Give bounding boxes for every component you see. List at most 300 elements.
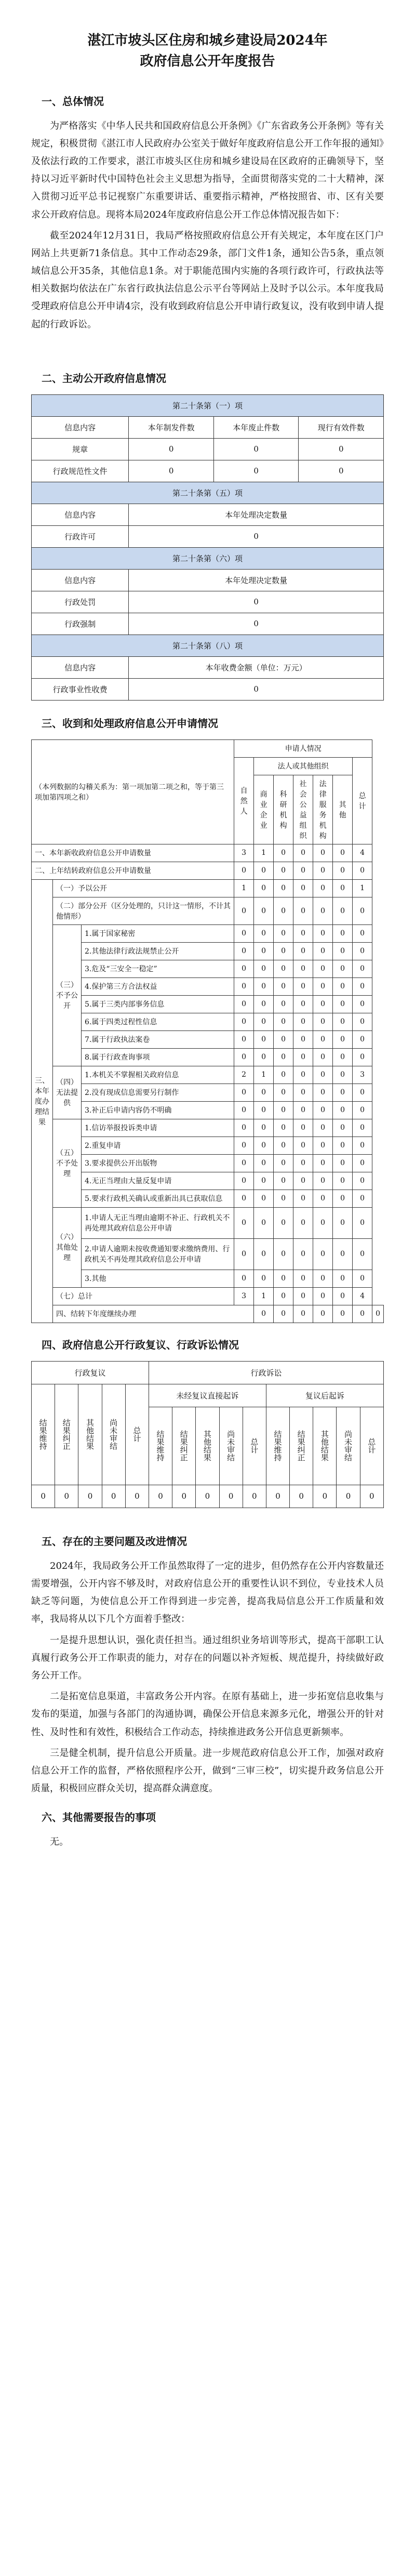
table-row — [32, 1287, 384, 1305]
col-header: 结果纠正 — [55, 1384, 78, 1485]
row-label: （一）予以公开 — [53, 879, 234, 897]
cell-value: 0 — [274, 1270, 293, 1287]
cell-value: 1 — [234, 879, 254, 897]
cell-value: 0 — [293, 1270, 313, 1287]
cell-value: 0 — [55, 1485, 78, 1508]
cell-value: 0 — [274, 1013, 293, 1031]
report-title — [31, 30, 384, 72]
cell-value: 0 — [360, 1485, 383, 1508]
article-20-1-header: 第二十条第（一）项 — [32, 394, 384, 416]
table-row — [32, 1137, 384, 1154]
section-5-paragraph: 二是拓宽信息渠道，丰富政务公开内容。在原有基础上，进一步拓宽信息收集与发布的渠道，加强与各部门的沟通协调，确保公开信息来源多元化，增强公开的针对性、及时性和有效性，积极结合工作动态，持续推进政务公开信息更新频率。 — [31, 1691, 384, 1738]
cell-value: 0 — [293, 995, 313, 1013]
cell-value: 0 — [129, 591, 384, 613]
table-row — [32, 1238, 384, 1270]
cell-value: 0 — [313, 924, 333, 942]
cell-value: 0 — [254, 1270, 274, 1287]
cell-value: 0 — [129, 525, 384, 547]
cell-value: 0 — [353, 1031, 372, 1048]
cell-value: 0 — [353, 1172, 372, 1190]
row-label: 1.信访举报投诉类申请 — [82, 1119, 234, 1137]
row-label: 5.属于三类内部事务信息 — [82, 995, 234, 1013]
col-header: 现行有效件数 — [299, 416, 384, 438]
cell-value: 0 — [293, 1137, 313, 1154]
table-row — [32, 1066, 384, 1084]
section-3-heading: 三、收到和处理政府信息公开申请情况 — [42, 717, 218, 730]
row-label: 3.要求提供公开出版物 — [82, 1154, 234, 1172]
table-row — [32, 879, 384, 897]
cell-value: 0 — [290, 1485, 313, 1508]
cell-value: 0 — [333, 897, 353, 924]
cell-value: 0 — [293, 1172, 313, 1190]
cell-value: 0 — [313, 1207, 333, 1238]
cell-value: 0 — [293, 1190, 313, 1207]
cell-value: 0 — [353, 924, 372, 942]
cell-value: 0 — [129, 613, 384, 635]
col-header: 信息内容 — [32, 504, 129, 525]
cell-value: 0 — [254, 1013, 274, 1031]
cell-value: 0 — [293, 942, 313, 960]
cell-value: 0 — [274, 1048, 293, 1066]
row-label: 4.保护第三方合法权益 — [82, 977, 234, 995]
cell-value: 0 — [333, 924, 353, 942]
cell-value: 0 — [274, 1238, 293, 1270]
table-row — [32, 960, 384, 977]
cell-value: 0 — [353, 960, 372, 977]
legal-col-header: 其他 — [333, 775, 353, 844]
cell-value: 2 — [234, 1066, 254, 1084]
col-header: 总计 — [125, 1384, 149, 1485]
cell-value: 0 — [234, 1013, 254, 1031]
section-5-paragraph: 三是健全机制，提升信息公开质量。进一步规范政府信息公开工作，加强对政府信息公开工作的监督，严格依照程序公开，做到“三审三校”，切实提升政务信息公开质量，积极回应群众关切，提高群众满意度。 — [31, 1747, 384, 1794]
table-row — [32, 1305, 384, 1323]
col-header: 尚未审结 — [102, 1384, 125, 1485]
cell-value: 0 — [313, 1305, 333, 1323]
subgroup-label: （四）无法提供 — [53, 1066, 82, 1119]
row-label: 四、结转下年度继续办理 — [53, 1305, 254, 1323]
cell-value: 0 — [313, 1238, 333, 1270]
cell-value: 0 — [254, 1238, 274, 1270]
cell-value: 3 — [234, 844, 254, 862]
legal-col-header: 社会公益组织 — [293, 775, 313, 844]
col-header: 其他结果 — [313, 1407, 337, 1485]
table-row — [32, 1190, 384, 1207]
col-header: 本年废止件数 — [213, 416, 299, 438]
col-header: 信息内容 — [32, 656, 129, 678]
cell-value: 0 — [234, 942, 254, 960]
row-label: 7.属于行政执法案卷 — [82, 1031, 234, 1048]
cell-value: 0 — [333, 879, 353, 897]
cell-value: 0 — [274, 924, 293, 942]
cell-value: 0 — [234, 1031, 254, 1048]
row-label: 行政许可 — [32, 525, 129, 547]
natural-person-header: 自然人 — [234, 757, 254, 844]
row-label: 规章 — [32, 438, 129, 460]
cell-value: 0 — [353, 1305, 372, 1323]
title-line-1: 湛江市坡头区住房和城乡建设局2024年 — [87, 33, 328, 48]
cell-value: 0 — [196, 1485, 219, 1508]
subgroup-label: （五）不予处理 — [53, 1119, 82, 1207]
cell-value: 0 — [353, 1238, 372, 1270]
cell-value: 0 — [293, 1119, 313, 1137]
cell-value: 0 — [213, 460, 299, 482]
cell-value: 0 — [293, 1101, 313, 1119]
legal-entity-header: 法人或其他组织 — [254, 757, 353, 775]
cell-value: 0 — [333, 942, 353, 960]
cell-value: 0 — [313, 1066, 333, 1084]
article-20-8-header: 第二十条第（八）项 — [32, 635, 384, 656]
col-header: 本年处理决定数量 — [129, 569, 384, 591]
row-label: 2.重复申请 — [82, 1137, 234, 1154]
col-header: 结果维持 — [149, 1407, 172, 1485]
subgroup-label: （三）不予公开 — [53, 924, 82, 1066]
cell-value: 0 — [353, 1270, 372, 1287]
cell-value: 4 — [353, 844, 372, 862]
cell-value: 0 — [313, 1485, 337, 1508]
cell-value: 0 — [254, 1031, 274, 1048]
cell-value: 0 — [353, 1013, 372, 1031]
col-header: 本年收费金额（单位：万元） — [129, 656, 384, 678]
cell-value: 0 — [313, 1013, 333, 1031]
cell-value: 0 — [353, 1084, 372, 1101]
cell-value: 0 — [172, 1485, 196, 1508]
result-group-label: 三、本年度办理结果 — [32, 879, 53, 1323]
section-1-paragraph: 截至2024年12月31日，我局严格按照政府信息公开有关规定，本年度在区门户网站上共更新71条信息。其中工作动态29条，部门文件1条，通知公告5条，重点领域信息公开35条，其他信息1条。对于职能范围内实施的各项行政许可，行政执法等相关数据均依法在广东省行政执法信息公示平台等网站上及时予以公示。本年度我局受理政府信息公开申请4宗，没有收到政府信息公开申请行政复议，没有收到申请人提起的行政诉讼。 — [31, 230, 384, 330]
cell-value: 0 — [353, 862, 372, 879]
section-1-paragraph: 为严格落实《中华人民共和国政府信息公开条例》《广东省政务公开条例》等有关规定，积极贯彻《湛江市人民政府办公室关于做好年度政府信息公开工作年报的通知》及依法行政的工作要求，湛江市坡头区住房和城乡建设局在区政府的正确领导下，坚持以习近平新时代中国特色社会主义思想为指导，全面贯彻落实党的二十大精神，深入贯彻习近平总书记视察广东重要讲话、重要指示精神，严格按照省、市、区有关要求公开政府信息。现将本局2024年度政府信息公开工作总体情况报告如下： — [31, 120, 384, 220]
col-header: 总计 — [243, 1407, 266, 1485]
cell-value: 0 — [274, 862, 293, 879]
row-label: 2.其他法律行政法规禁止公开 — [82, 942, 234, 960]
cell-value: 0 — [313, 1190, 333, 1207]
cell-value: 0 — [149, 1485, 172, 1508]
cell-value: 0 — [313, 1270, 333, 1287]
cell-value: 0 — [293, 1048, 313, 1066]
cell-value: 0 — [274, 960, 293, 977]
cell-value: 0 — [254, 1101, 274, 1119]
subgroup-label: （六）其他处理 — [53, 1207, 82, 1287]
cell-value: 0 — [234, 1172, 254, 1190]
cell-value: 0 — [299, 460, 384, 482]
cell-value: 0 — [313, 995, 333, 1013]
cell-value: 0 — [333, 862, 353, 879]
table-row — [32, 1485, 384, 1508]
row-label: 4.无正当理由大量反复申请 — [82, 1172, 234, 1190]
table-row — [32, 1048, 384, 1066]
cell-value: 0 — [293, 960, 313, 977]
cell-value: 0 — [333, 1172, 353, 1190]
cell-value: 0 — [102, 1485, 125, 1508]
cell-value: 1 — [254, 1287, 274, 1305]
cell-value: 0 — [274, 1066, 293, 1084]
row-label: 3.其他 — [82, 1270, 234, 1287]
title-line-2: 政府信息公开年度报告 — [140, 54, 275, 70]
cell-value: 0 — [293, 862, 313, 879]
cell-value: 0 — [353, 942, 372, 960]
cell-value: 0 — [234, 1270, 254, 1287]
cell-value: 0 — [274, 1154, 293, 1172]
cell-value: 0 — [313, 1137, 333, 1154]
cell-value: 0 — [274, 1305, 293, 1323]
cell-value: 0 — [274, 1137, 293, 1154]
cell-value: 0 — [213, 438, 299, 460]
row-label: 1.申请人无正当理由逾期不补正、行政机关不再处理其政府信息公开申请 — [82, 1207, 234, 1238]
cell-value: 0 — [333, 995, 353, 1013]
cell-value: 0 — [254, 879, 274, 897]
col-header: 其他结果 — [196, 1407, 219, 1485]
cell-value: 0 — [78, 1485, 102, 1508]
col-header: 结果纠正 — [290, 1407, 313, 1485]
row-label: 行政处罚 — [32, 591, 129, 613]
cell-value: 0 — [313, 897, 333, 924]
cell-value: 0 — [313, 879, 333, 897]
cell-value: 0 — [234, 995, 254, 1013]
cell-value: 3 — [353, 1066, 372, 1084]
cell-value: 0 — [353, 1119, 372, 1137]
cell-value: 0 — [274, 1119, 293, 1137]
cell-value: 0 — [254, 995, 274, 1013]
article-20-6-header: 第二十条第（六）项 — [32, 547, 384, 569]
table-row — [32, 1119, 384, 1137]
cell-value: 0 — [293, 1154, 313, 1172]
cell-value: 1 — [254, 1066, 274, 1084]
row-label: 一、本年新收政府信息公开申请数量 — [32, 844, 234, 862]
section-1-heading: 一、总体情况 — [42, 95, 104, 108]
cell-value: 0 — [274, 1190, 293, 1207]
cell-value: 0 — [234, 897, 254, 924]
table-row — [32, 995, 384, 1013]
cell-value: 0 — [333, 1305, 353, 1323]
section-4-heading: 四、政府信息公开行政复议、行政诉讼情况 — [42, 1338, 239, 1351]
col-header: 结果维持 — [266, 1407, 289, 1485]
table-row — [32, 924, 384, 942]
applicant-header: 申请人情况 — [234, 739, 372, 757]
cell-value: 0 — [293, 1207, 313, 1238]
cell-value: 0 — [274, 1084, 293, 1101]
cell-value: 0 — [129, 678, 384, 700]
cell-value: 0 — [293, 1238, 313, 1270]
cell-value: 0 — [353, 1137, 372, 1154]
application-table — [31, 739, 384, 1323]
row-label: 1.属于国家秘密 — [82, 924, 234, 942]
cell-value: 0 — [234, 977, 254, 995]
cell-value: 0 — [293, 977, 313, 995]
section-5-paragraph: 2024年，我局政务公开工作虽然取得了一定的进步，但仍然存在公开内容数量还需要增强，公开内容不够及时，对政府信息公开的重要性认识不到位，专业技术人员缺乏等问题，为使信息公开工作得到进一步完善，提高我局信息公开工作质量和效率，我局将从以下几个方面着手整改： — [31, 1560, 384, 1625]
cell-value: 0 — [254, 1119, 274, 1137]
cell-value: 0 — [313, 1101, 333, 1119]
cell-value: 0 — [254, 960, 274, 977]
cell-value: 0 — [254, 1048, 274, 1066]
section-6-paragraph: 无。 — [50, 1837, 69, 1848]
row-label: 3.危及“三安全一稳定” — [82, 960, 234, 977]
cell-value: 0 — [333, 1287, 353, 1305]
cell-value: 0 — [333, 1238, 353, 1270]
cell-value: 0 — [274, 977, 293, 995]
cell-value: 1 — [353, 879, 372, 897]
row-label: 2.申请人逾期未按收费通知要求缴纳费用、行政机关不再处理其政府信息公开申请 — [82, 1238, 234, 1270]
cell-value: 0 — [353, 1207, 372, 1238]
col-header: 总计 — [360, 1407, 383, 1485]
proactive-disclosure-table — [31, 394, 384, 701]
section-5-paragraph: 一是提升思想认识，强化责任担当。通过组织业务培训等形式，提高干部职工认真履行政务公开工作职责的能力，对存在的问题以补齐短板、规范提升，持续做好政务公开工作。 — [31, 1634, 384, 1681]
cell-value: 0 — [293, 1084, 313, 1101]
cell-value: 0 — [234, 1119, 254, 1137]
row-label: 二、上年结转政府信息公开申请数量 — [32, 862, 234, 879]
cell-value: 0 — [372, 1305, 384, 1323]
table-row — [32, 862, 384, 879]
cell-value: 0 — [274, 844, 293, 862]
cell-value: 0 — [293, 1305, 313, 1323]
cell-value: 0 — [333, 1119, 353, 1137]
cell-value: 0 — [333, 1270, 353, 1287]
cell-value: 3 — [234, 1287, 254, 1305]
review-litigation-table — [31, 1361, 384, 1508]
section-2-heading: 二、主动公开政府信息情况 — [42, 372, 166, 385]
litigation-header: 行政诉讼 — [149, 1361, 383, 1384]
cell-value: 0 — [234, 1190, 254, 1207]
cell-value: 0 — [333, 960, 353, 977]
section-6-heading: 六、其他需要报告的事项 — [42, 1811, 156, 1824]
section-5-heading: 五、存在的主要问题及改进情况 — [42, 1535, 187, 1548]
cell-value: 0 — [129, 438, 214, 460]
cell-value: 0 — [333, 1031, 353, 1048]
cell-value: 0 — [266, 1485, 289, 1508]
cell-value: 1 — [254, 844, 274, 862]
col-header: 尚未审结 — [219, 1407, 243, 1485]
table-row — [32, 1013, 384, 1031]
cell-value: 0 — [299, 438, 384, 460]
cell-value: 0 — [293, 1013, 313, 1031]
cell-value: 0 — [254, 1084, 274, 1101]
cell-value: 0 — [274, 1031, 293, 1048]
cell-value: 0 — [353, 995, 372, 1013]
cell-value: 0 — [293, 924, 313, 942]
cell-value: 0 — [234, 1048, 254, 1066]
table-row — [32, 942, 384, 960]
table-row — [32, 844, 384, 862]
cell-value: 0 — [333, 1101, 353, 1119]
cell-value: 4 — [353, 1287, 372, 1305]
cell-value: 0 — [293, 844, 313, 862]
cell-value: 0 — [32, 1485, 55, 1508]
cell-value: 0 — [254, 977, 274, 995]
cell-value: 0 — [234, 862, 254, 879]
cell-value: 0 — [333, 1207, 353, 1238]
cell-value: 0 — [353, 1154, 372, 1172]
legal-col-header: 法律服务机构 — [313, 775, 333, 844]
row-label: （二）部分公开（区分处理的，只计这一情形，不计其他情形） — [53, 897, 234, 924]
cell-value: 0 — [293, 897, 313, 924]
cell-value: 0 — [313, 1084, 333, 1101]
cell-value: 0 — [254, 862, 274, 879]
cell-value: 0 — [234, 1084, 254, 1101]
table-row — [32, 1270, 384, 1287]
cell-value: 0 — [333, 1048, 353, 1066]
table-note: （本列数据的勾稽关系为：第一项加第二项之和，等于第三项加第四项之和） — [32, 739, 234, 844]
cell-value: 0 — [274, 1287, 293, 1305]
cell-value: 0 — [254, 1207, 274, 1238]
cell-value: 0 — [129, 460, 214, 482]
cell-value: 0 — [353, 1048, 372, 1066]
row-label: 8.属于行政查询事项 — [82, 1048, 234, 1066]
cell-value: 0 — [274, 995, 293, 1013]
cell-value: 0 — [293, 1287, 313, 1305]
cell-value: 0 — [333, 977, 353, 995]
row-label: 3.补正后申请内容仍不明确 — [82, 1101, 234, 1119]
cell-value: 0 — [333, 1013, 353, 1031]
cell-value: 0 — [254, 1172, 274, 1190]
cell-value: 0 — [333, 1154, 353, 1172]
cell-value: 0 — [333, 1066, 353, 1084]
cell-value: 0 — [293, 1066, 313, 1084]
cell-value: 0 — [254, 897, 274, 924]
cell-value: 0 — [353, 1190, 372, 1207]
cell-value: 0 — [234, 1101, 254, 1119]
table-row — [32, 1031, 384, 1048]
cell-value: 0 — [254, 1190, 274, 1207]
cell-value: 0 — [274, 1172, 293, 1190]
row-label: 1.本机关不掌握相关政府信息 — [82, 1066, 234, 1084]
cell-value: 0 — [313, 1048, 333, 1066]
row-label: 2.没有现成信息需要另行制作 — [82, 1084, 234, 1101]
after-review-header: 复议后起诉 — [266, 1384, 383, 1407]
cell-value: 0 — [254, 1137, 274, 1154]
col-header: 结果纠正 — [172, 1407, 196, 1485]
cell-value: 0 — [333, 1190, 353, 1207]
cell-value: 0 — [353, 977, 372, 995]
row-label: 6.属于四类过程性信息 — [82, 1013, 234, 1031]
table-row — [32, 1172, 384, 1190]
cell-value: 0 — [353, 897, 372, 924]
cell-value: 0 — [234, 960, 254, 977]
cell-value: 0 — [313, 942, 333, 960]
cell-value: 0 — [333, 1084, 353, 1101]
cell-value: 0 — [274, 1101, 293, 1119]
row-label: 行政规范性文件 — [32, 460, 129, 482]
cell-value: 0 — [353, 1101, 372, 1119]
cell-value: 0 — [254, 924, 274, 942]
cell-value: 0 — [333, 844, 353, 862]
row-label: 行政事业性收费 — [32, 678, 129, 700]
cell-value: 0 — [254, 1305, 274, 1323]
cell-value: 0 — [337, 1485, 360, 1508]
cell-value: 0 — [234, 1207, 254, 1238]
cell-value: 0 — [293, 879, 313, 897]
cell-value: 0 — [254, 942, 274, 960]
col-header: 信息内容 — [32, 569, 129, 591]
row-label: 5.要求行政机关确认或重新出具已获取信息 — [82, 1190, 234, 1207]
col-header: 信息内容 — [32, 416, 129, 438]
table-row — [32, 1207, 384, 1238]
cell-value: 0 — [234, 924, 254, 942]
legal-col-header: 科研机构 — [274, 775, 293, 844]
cell-value: 0 — [313, 844, 333, 862]
cell-value: 0 — [219, 1485, 243, 1508]
review-header: 行政复议 — [32, 1361, 149, 1384]
total-header: 总计 — [353, 757, 372, 844]
cell-value: 0 — [125, 1485, 149, 1508]
table-row — [32, 1084, 384, 1101]
col-header: 本年处理决定数量 — [129, 504, 384, 525]
cell-value: 0 — [234, 1154, 254, 1172]
row-label: 行政强制 — [32, 613, 129, 635]
table-row — [32, 1154, 384, 1172]
cell-value: 0 — [293, 1031, 313, 1048]
cell-value: 0 — [313, 960, 333, 977]
col-header: 本年制发件数 — [129, 416, 214, 438]
cell-value: 0 — [333, 1137, 353, 1154]
cell-value: 0 — [313, 1172, 333, 1190]
